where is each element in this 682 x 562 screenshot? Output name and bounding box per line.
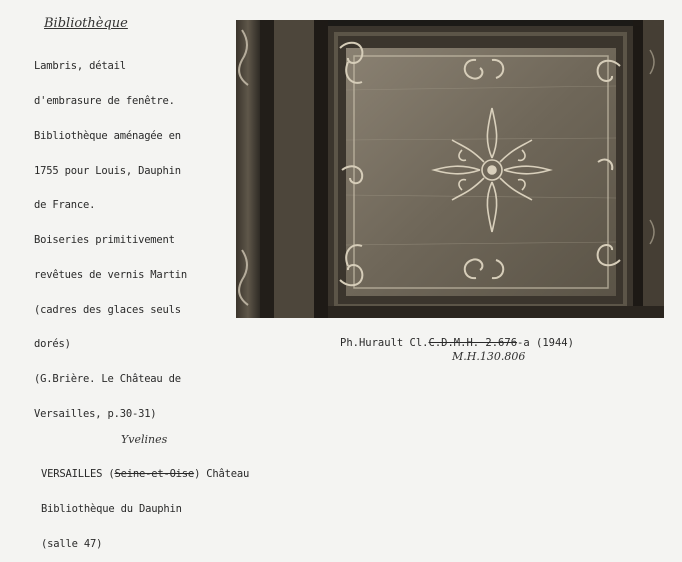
photo-credit bbox=[340, 337, 574, 349]
credit-year: (1944) bbox=[536, 337, 574, 349]
caption-line: Boiseries primitivement bbox=[34, 234, 175, 247]
caption-line: Bibliothèque aménagée en bbox=[34, 129, 181, 142]
caption-block bbox=[34, 38, 187, 432]
location-line-2: Bibliothèque du Dauphin bbox=[41, 502, 182, 515]
location-struck-department: Seine-et-Oise bbox=[114, 468, 195, 481]
location-city: VERSAILLES ( bbox=[41, 468, 115, 481]
caption-line: 1755 pour Louis, Dauphin bbox=[34, 164, 181, 177]
handwritten-title: Bibliothèque bbox=[44, 16, 128, 31]
location-line-3: (salle 47) bbox=[41, 537, 103, 550]
caption-line: dorés) bbox=[34, 338, 71, 351]
caption-line: de France. bbox=[34, 199, 96, 212]
caption-line: revêtues de vernis Martin bbox=[34, 268, 188, 281]
caption-line: Lambris, détail bbox=[34, 60, 126, 73]
inventory-number: M.H.130.806 bbox=[452, 350, 526, 363]
caption-line: d'embrasure de fenêtre. bbox=[34, 94, 175, 107]
panel-illustration bbox=[236, 20, 664, 318]
location-block bbox=[41, 446, 249, 562]
caption-line: Versailles, p.30-31) bbox=[34, 408, 157, 420]
location-line-1 bbox=[41, 469, 249, 481]
caption-line: (G.Brière. Le Château de bbox=[34, 373, 181, 386]
credit-suffix: -a bbox=[517, 337, 530, 349]
location-building: ) Château bbox=[194, 468, 250, 481]
photograph-carved-panel bbox=[236, 20, 664, 318]
handwritten-department: Yvelines bbox=[121, 433, 168, 446]
credit-struck-reference: C.D.M.H. 2.676 bbox=[428, 337, 518, 349]
caption-line: (cadres des glaces seuls bbox=[34, 303, 181, 316]
credit-photographer: Ph.Hurault Cl. bbox=[340, 337, 429, 349]
